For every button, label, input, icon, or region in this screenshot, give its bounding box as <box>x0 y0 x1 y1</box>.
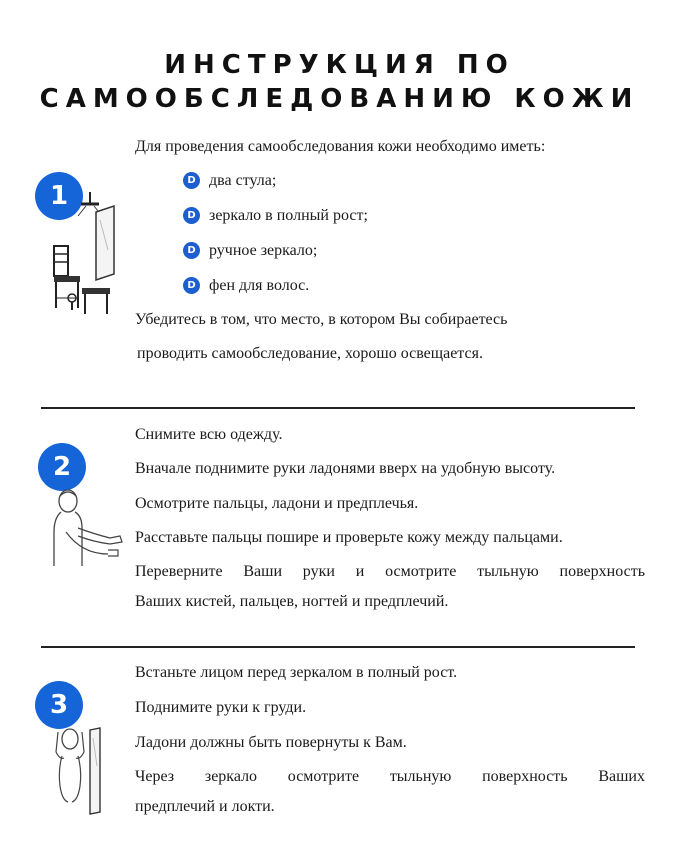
list-item: два стула; <box>209 172 277 189</box>
step-1-number-badge: 1 <box>35 172 83 220</box>
step-1-intro: Для проведения самообследования кожи необходимо иметь: <box>135 138 546 155</box>
section-divider <box>41 646 635 648</box>
section-divider <box>41 407 635 409</box>
page-title-line-1: ИНСТРУКЦИЯ ПО <box>164 50 515 80</box>
person-at-mirror-illustration <box>52 726 112 818</box>
list-item: ручное зеркало; <box>209 242 318 259</box>
list-item: фен для волос. <box>209 277 310 294</box>
step-3-line: Ладони должны быть повернуты к Вам. <box>135 734 407 751</box>
step-1-note-line-2: проводить самообследование, хорошо освещается. <box>137 345 483 362</box>
step-3-line: Поднимите руки к груди. <box>135 699 307 716</box>
step-2-number-badge: 2 <box>38 443 86 491</box>
step-1-note-line-1: Убедитесь в том, что место, в котором Вы собираетесь <box>135 311 508 328</box>
bullet-icon: D <box>183 207 200 224</box>
person-hands-forward-illustration <box>48 488 128 568</box>
chairs-and-mirror-illustration <box>48 190 124 318</box>
step-2-line: Вначале поднимите руки ладонями вверх на удобную высоту. <box>135 460 556 477</box>
step-2-line: Снимите всю одежду. <box>135 426 283 443</box>
step-3-line: предплечий и локти. <box>135 798 275 815</box>
step-2-line: Расставьте пальцы пошире и проверьте кожу между пальцами. <box>135 529 563 546</box>
step-3-line: Встаньте лицом перед зеркалом в полный рост. <box>135 664 458 681</box>
step-2-line: Переверните Ваши руки и осмотрите тыльную поверхность <box>135 563 645 580</box>
list-item: зеркало в полный рост; <box>209 207 368 224</box>
step-3-line: Через зеркало осмотрите тыльную поверхность Ваших <box>135 768 645 785</box>
bullet-icon: D <box>183 242 200 259</box>
bullet-icon: D <box>183 277 200 294</box>
step-2-line: Ваших кистей, пальцев, ногтей и предплечий. <box>135 593 449 610</box>
step-2-line: Осмотрите пальцы, ладони и предплечья. <box>135 495 419 512</box>
bullet-icon: D <box>183 172 200 189</box>
page-title-line-2: САМООБСЛЕДОВАНИЮ КОЖИ <box>39 84 640 114</box>
step-3-number-badge: 3 <box>35 681 83 729</box>
